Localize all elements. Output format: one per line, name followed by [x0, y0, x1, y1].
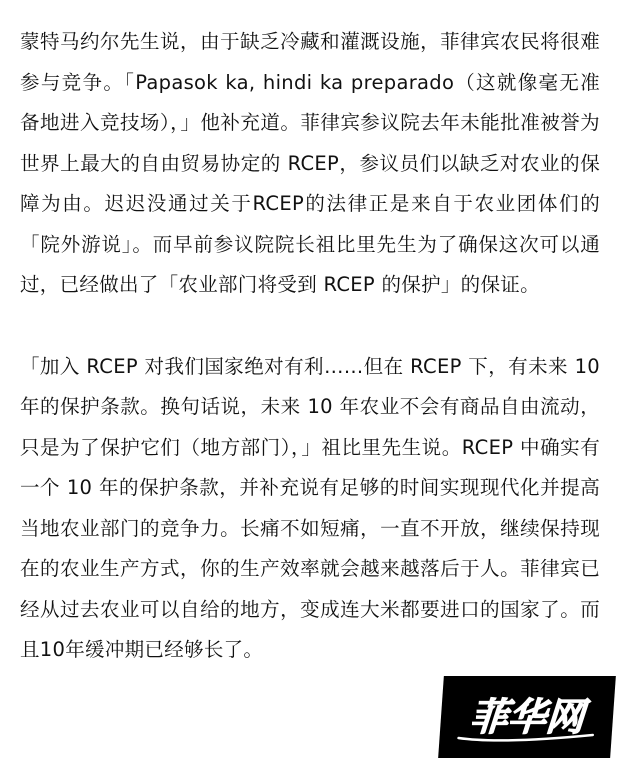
- feihua-logo-icon: [450, 687, 604, 747]
- article-body: [20, 22, 600, 671]
- article-paragraph-1: 蒙特马约尔先生说，由于缺乏冷藏和灌溉设施，菲律宾农民将很难参与竞争。「Papasok ka, hindi ka preparado（这就像毫无准备地进入竞技场），」他补充道。菲律宾参议院去年未能批准被誉为世界上最大的自由贸易协定的 RCEP，参议员们以缺乏对农业的保障为由。迟迟没通过关于RCEP的法律正是来自于农业团体们的「院外游说」。而早前参议院院长祖比里先生为了确保这次可以通过，已经做出了「农业部门将受到 RCEP 的保护」的保证。: [20, 30, 600, 296]
- svg-text:菲华网: 菲华网: [468, 695, 586, 739]
- site-watermark: [438, 676, 616, 758]
- article-paragraph-2: 「加入 RCEP 对我们国家绝对有利……但在 RCEP 下，有未来 10 年的保护条款。换句话说，未来 10 年农业不会有商品自由流动，只是为了保护它们（地方部门），」祖比里先生说。RCEP 中确实有一个 10 年的保护条款，并补充说有足够的时间实现现代化并提高当地农业部门的竞争力。长痛不如短痛，一直不开放，继续保持现在的农业生产方式，你的生产效率就会越来越落后于人。菲律宾已经从过去农业可以自给的地方，变成连大米都要进口的国家了。而且10年缓冲期已经够长了。: [20, 354, 600, 661]
